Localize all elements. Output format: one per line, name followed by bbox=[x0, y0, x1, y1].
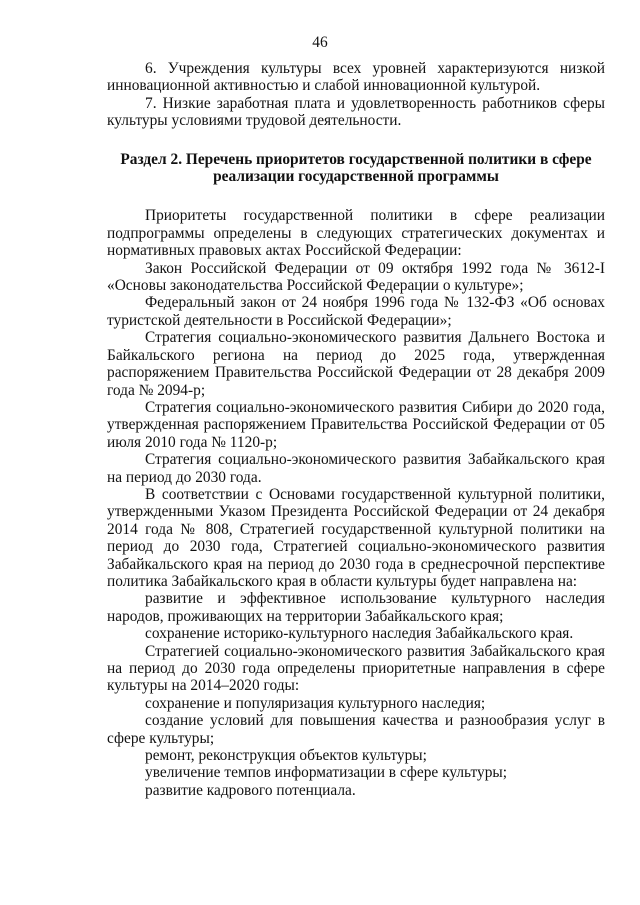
paragraph: Федеральный закон от 24 ноября 1996 года № 132-ФЗ «Об основах туристской деятельности в Российской Федерации»; bbox=[107, 294, 605, 329]
paragraph: Стратегия социально-экономического развития Дальнего Востока и Байкальского региона на период до 2025 года, утвержденная распоряжением Правительства Российской Федерации от 28 декабря 2009 года № 2094-р; bbox=[107, 329, 605, 399]
list-item: создание условий для повышения качества и разнообразия услуг в сфере культуры; bbox=[107, 712, 605, 747]
page-number: 46 bbox=[312, 34, 328, 51]
paragraph: Приоритеты государственной политики в сфере реализации подпрограммы определены в следующих стратегических документах и нормативных правовых актах Российской Федерации: bbox=[107, 207, 605, 260]
document-body bbox=[107, 60, 605, 799]
paragraph: Закон Российской Федерации от 09 октября 1992 года № 3612-I «Основы законодательства Российской Федерации о культуре»; bbox=[107, 259, 605, 295]
list-item: сохранение и популяризация культурного наследия; bbox=[145, 694, 486, 712]
paragraph: В соответствии с Основами государственной культурной политики, утвержденными Указом Президента Российской Федерации от 24 декабря 2014 года № 808, Стратегией государственной культурной политики на период до 2030 года, Стратегией социально-экономического развития Забайкальского края на период до 2030 года в среднесрочной перспективе политика Забайкальского края в области культуры будет направлена на: bbox=[107, 485, 605, 590]
paragraph: Стратегия социально-экономического развития Сибири до 2020 года, утвержденная распоряжением Правительства Российской Федерации от 05 июля 2010 года № 1120-р; bbox=[107, 398, 605, 451]
paragraph: 7. Низкие заработная плата и удовлетворенность работников сферы культуры условиями трудовой деятельности. bbox=[107, 94, 605, 130]
list-item: сохранение историко-культурного наследия Забайкальского края. bbox=[145, 625, 574, 643]
list-item: развитие и эффективное использование культурного наследия народов, проживающих на территории Забайкальского края; bbox=[107, 590, 605, 625]
list-item: увеличение темпов информатизации в сфере культуры; bbox=[145, 764, 508, 782]
paragraph: 6. Учреждения культуры всех уровней характеризуются низкой инновационной активностью и слабой инновационной культурой. bbox=[107, 60, 605, 95]
section-heading: Раздел 2. Перечень приоритетов государственной политики в сфере реализации государственной программы bbox=[120, 150, 592, 186]
paragraph: Стратегией социально-экономического развития Забайкальского края на период до 2030 года определены приоритетные направления в сфере культуры на 2014–2020 годы: bbox=[107, 642, 605, 695]
paragraph: Стратегия социально-экономического развития Забайкальского края на период до 2030 года. bbox=[107, 451, 605, 486]
list-item: развитие кадрового потенциала. bbox=[145, 781, 356, 799]
list-item: ремонт, реконструкция объектов культуры; bbox=[145, 747, 427, 765]
